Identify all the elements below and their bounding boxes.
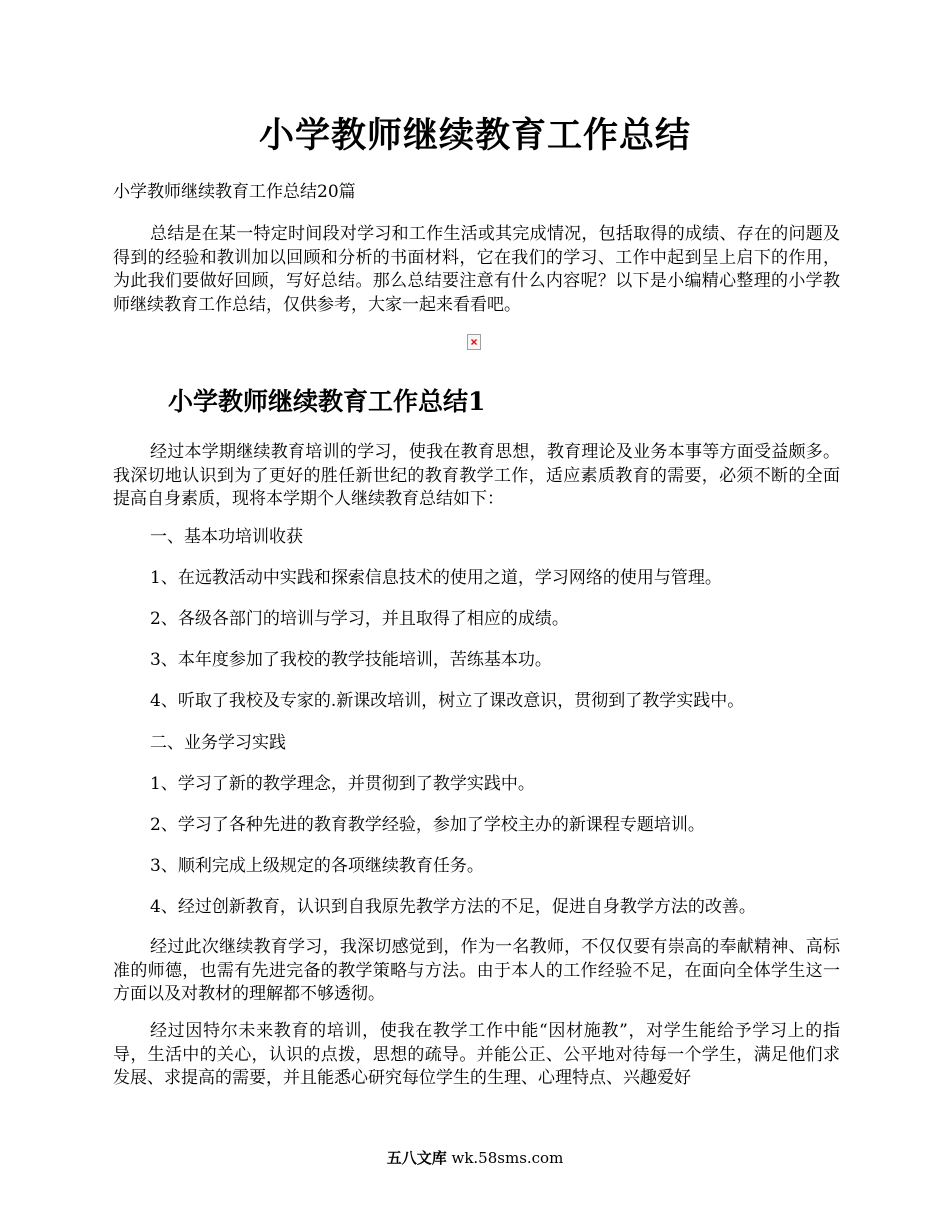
part1-title: 一、基本功培训收获 [150, 527, 303, 547]
footer-site[interactable]: wk.58sms.com [451, 1149, 564, 1167]
list-item: 4、听取了我校及专家的.新课改培训，树立了课改意识，贯彻到了教学实践中。 [150, 691, 745, 711]
list-item: 4、经过创新教育，认识到自我原先教学方法的不足，促进自身教学方法的改善。 [150, 897, 756, 917]
document-subtitle: 小学教师继续教育工作总结20篇 [113, 182, 356, 202]
close-icon [471, 339, 477, 345]
footer-brand: 五八文库 [386, 1149, 447, 1167]
broken-image-icon [467, 334, 481, 350]
part2-title: 二、业务学习实践 [150, 733, 286, 753]
document-title: 小学教师继续教育工作总结 [258, 115, 691, 156]
list-item: 3、本年度参加了我校的教学技能培训，苦练基本功。 [150, 650, 552, 670]
section-paragraph-2: 经过此次继续教育学习，我深切感觉到，作为一名教师，不仅仅要有崇高的奉献精神、高标准的师德，也需有先进完备的教学策略与方法。由于本人的工作经验不足，在面向全体学生这一方面以及对教材的理解都不够透彻。 [113, 937, 840, 1004]
page-footer [0, 1148, 950, 1168]
list-item: 2、学习了各种先进的教育教学经验，参加了学校主办的新课程专题培训。 [150, 815, 705, 835]
list-item: 2、各级各部门的培训与学习，并且取得了相应的成绩。 [150, 609, 569, 629]
list-item: 3、顺利完成上级规定的各项继续教育任务。 [150, 856, 484, 876]
section-paragraph-1: 经过本学期继续教育培训的学习，使我在教育思想，教育理论及业务本事等方面受益颇多。我深切地认识到为了更好的胜任新世纪的教育教学工作，适应素质教育的需要，必须不断的全面提高自身素质，现将本学期个人继续教育总结如下： [113, 442, 840, 509]
intro-paragraph: 总结是在某一特定时间段对学习和工作生活或其完成情况，包括取得的成绩、存在的问题及得到的经验和教训加以回顾和分析的书面材料，它在我们的学习、工作中起到呈上启下的作用，为此我们要做好回顾，写好总结。那么总结要注意有什么内容呢？以下是小编精心整理的小学教师继续教育工作总结，仅供参考，大家一起来看看吧。 [113, 224, 840, 315]
section-heading: 小学教师继续教育工作总结1 [168, 387, 486, 416]
list-item: 1、学习了新的教学理念，并贯彻到了教学实践中。 [150, 774, 535, 794]
section-paragraph-3: 经过因特尔未来教育的培训，使我在教学工作中能“因材施教”，对学生能给予学习上的指导，生活中的关心，认识的点拨，思想的疏导。并能公正、公平地对待每一个学生，满足他们求发展、求提高的需要，并且能悉心研究每位学生的生理、心理特点、兴趣爱好 [113, 1021, 840, 1088]
list-item: 1、在远教活动中实践和探索信息技术的使用之道，学习网络的使用与管理。 [150, 568, 722, 588]
